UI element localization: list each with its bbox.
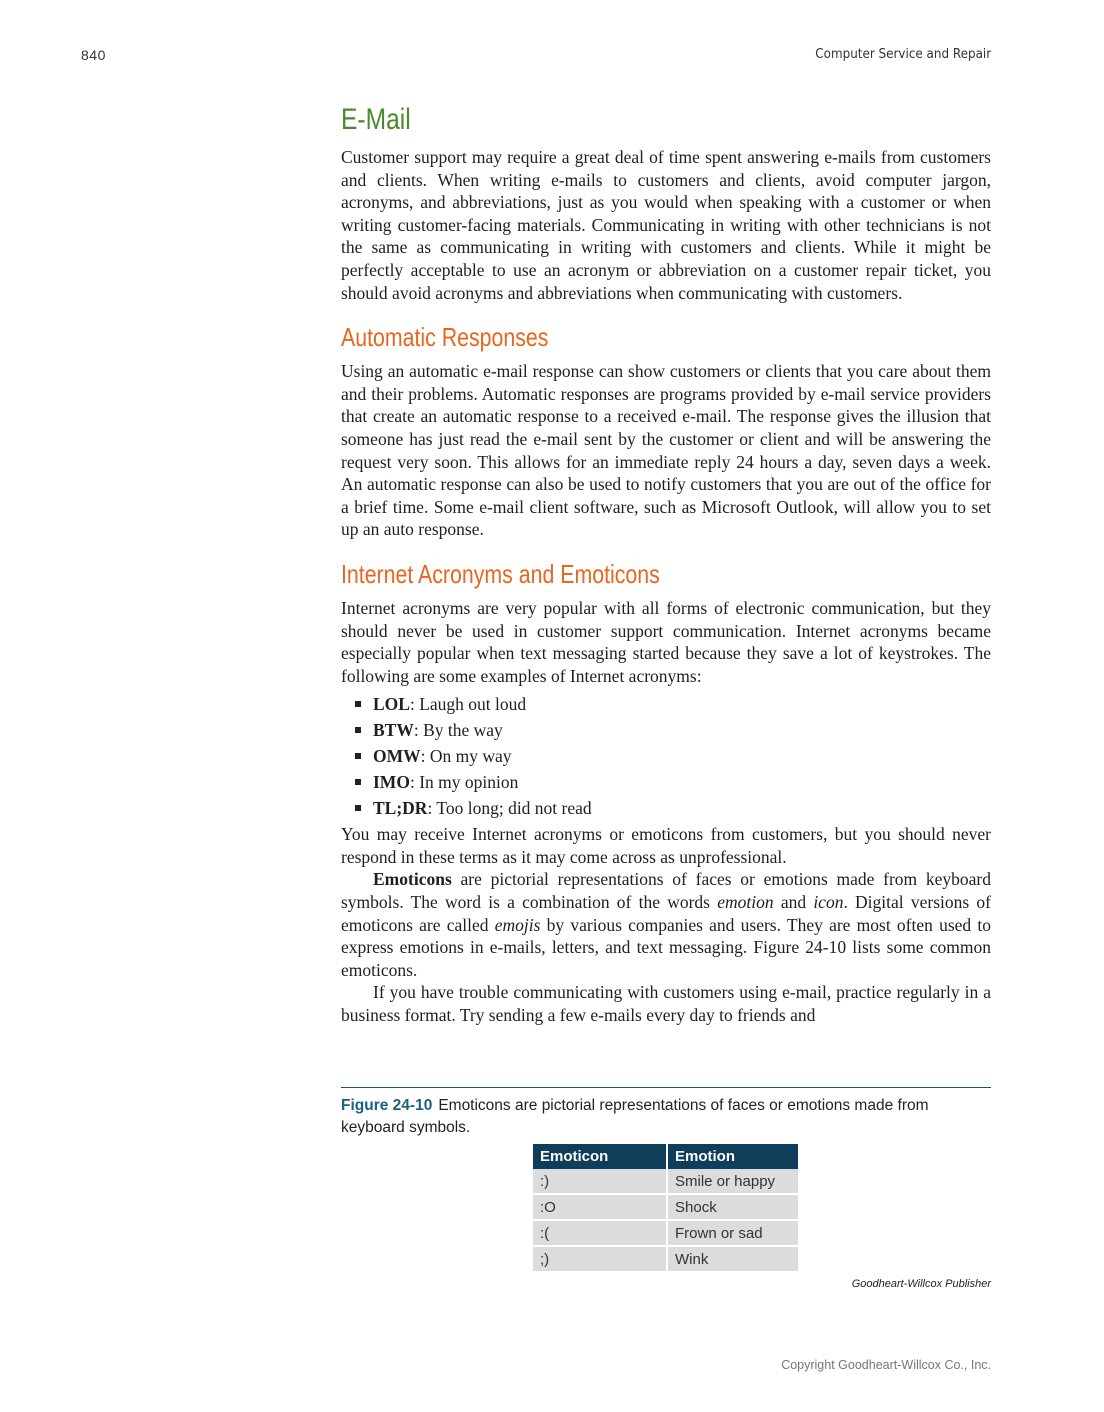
acronym-meaning: : In my opinion xyxy=(409,772,519,793)
list-item xyxy=(355,769,991,795)
emoticons-text: by various companies and users. They are most often used to express emotions in e-mails, letters, and text messaging. Figure 24-10 lists some common emoticons. xyxy=(341,914,991,980)
square-bullet-icon xyxy=(355,805,361,811)
emojis-word: emojis xyxy=(494,914,541,935)
acronym-meaning: : Laugh out loud xyxy=(409,694,527,715)
list-item xyxy=(355,691,991,717)
emoticons-paragraph xyxy=(341,868,991,981)
subsection-title-acronyms: Internet Acronyms and Emoticons xyxy=(341,558,660,589)
emoticon-cell: :) xyxy=(533,1169,667,1194)
emotion-cell: Frown or sad xyxy=(667,1220,798,1246)
emoticons-text: are pictorial representations of faces or emotions made from keyboard symbols. The word is a combination of the words xyxy=(341,869,991,913)
column-header-emoticon: Emoticon xyxy=(533,1144,667,1169)
acronyms-intro-paragraph: Internet acronyms are very popular with all forms of electronic communication, but they should never be used in customer support communication. Internet acronyms became especially popular when text messaging started because they save a lot of keystrokes. The following are some examples of Internet acronyms: xyxy=(341,597,991,686)
figure-caption-text: Emoticons are pictorial representations of faces or emotions made from keyboard symbols. xyxy=(341,1097,929,1136)
column-header-emotion: Emotion xyxy=(667,1144,798,1169)
acronym-term: IMO xyxy=(373,772,410,793)
figure-caption xyxy=(341,1095,991,1139)
table-row xyxy=(533,1169,798,1194)
emotion-cell: Wink xyxy=(667,1246,798,1272)
square-bullet-icon xyxy=(355,701,361,707)
table-row xyxy=(533,1246,798,1272)
acronym-meaning: : Too long; did not read xyxy=(427,798,592,819)
list-item xyxy=(355,743,991,769)
page-number: 840 xyxy=(81,47,106,63)
figure-divider xyxy=(341,1087,991,1088)
acronym-list xyxy=(341,691,991,821)
square-bullet-icon xyxy=(355,779,361,785)
emoticons-text: and xyxy=(773,892,814,913)
practice-paragraph: If you have trouble communicating with customers using e-mail, practice regularly in a business format. Try sending a few e-mails every day to friends and xyxy=(341,982,991,1026)
emoticons-term: Emoticons xyxy=(373,869,452,890)
acronym-term: LOL xyxy=(373,694,410,715)
automatic-responses-paragraph: Using an automatic e-mail response can show customers or clients that you care about them and their problems. Automatic responses are programs provided by e-mail service providers that create an automatic response to a received e-mail. The response gives the illusion that someone has just read the e-mail sent by the customer or client and will be answering the request very soon. This allows for an immediate reply 24 hours a day, seven days a week. An automatic response can also be used to notify customers that you are out of the office for a brief time. Some e-mail client software, such as Microsoft Outlook, will allow you to set up an auto response. xyxy=(341,361,991,540)
square-bullet-icon xyxy=(355,753,361,759)
emoticon-cell: :O xyxy=(533,1194,667,1220)
acronym-term: OMW xyxy=(373,746,421,767)
icon-word: icon xyxy=(813,892,844,913)
table-header-row xyxy=(533,1144,798,1169)
square-bullet-icon xyxy=(355,727,361,733)
section-title-email: E-Mail xyxy=(341,103,411,136)
copyright-notice: Copyright Goodheart-Willcox Co., Inc. xyxy=(781,1358,991,1372)
emotion-cell: Shock xyxy=(667,1194,798,1220)
list-item xyxy=(355,717,991,743)
table-row xyxy=(533,1194,798,1220)
acronym-meaning: : By the way xyxy=(413,720,503,741)
emoticon-table xyxy=(533,1144,798,1273)
emoticon-cell: ;) xyxy=(533,1246,667,1272)
emoticons-text: . Digital versions of emoticons are called xyxy=(341,892,991,935)
acronym-term: BTW xyxy=(373,720,414,741)
figure-label: Figure 24-10 xyxy=(341,1097,433,1114)
table-row xyxy=(533,1220,798,1246)
book-title: Computer Service and Repair xyxy=(815,47,991,62)
emoticon-cell: :( xyxy=(533,1220,667,1246)
subsection-title-automatic-responses: Automatic Responses xyxy=(341,322,549,353)
acronym-meaning: : On my way xyxy=(420,746,512,767)
main-column xyxy=(341,100,991,1027)
after-list-paragraph: You may receive Internet acronyms or emoticons from customers, but you should never respond in these terms as it may come across as unprofessional. xyxy=(341,824,991,867)
email-paragraph: Customer support may require a great deal of time spent answering e-mails from customers and clients. When writing e-mails to customers and clients, avoid computer jargon, acronyms, and abbreviations, just as you would when speaking with a customer or when writing customer-facing materials. Communicating in writing with other technicians is not the same as communicating in writing with customers and clients. While it might be perfectly acceptable to use an acronym or abbreviation on a customer repair ticket, you should avoid acronyms and abbreviations when communicating with customers. xyxy=(341,147,991,303)
emotion-cell: Smile or happy xyxy=(667,1169,798,1194)
acronym-term: TL;DR xyxy=(373,798,428,819)
emotion-word: emotion xyxy=(717,892,774,913)
figure-credit: Goodheart-Willcox Publisher xyxy=(851,1278,991,1290)
list-item xyxy=(355,795,991,821)
